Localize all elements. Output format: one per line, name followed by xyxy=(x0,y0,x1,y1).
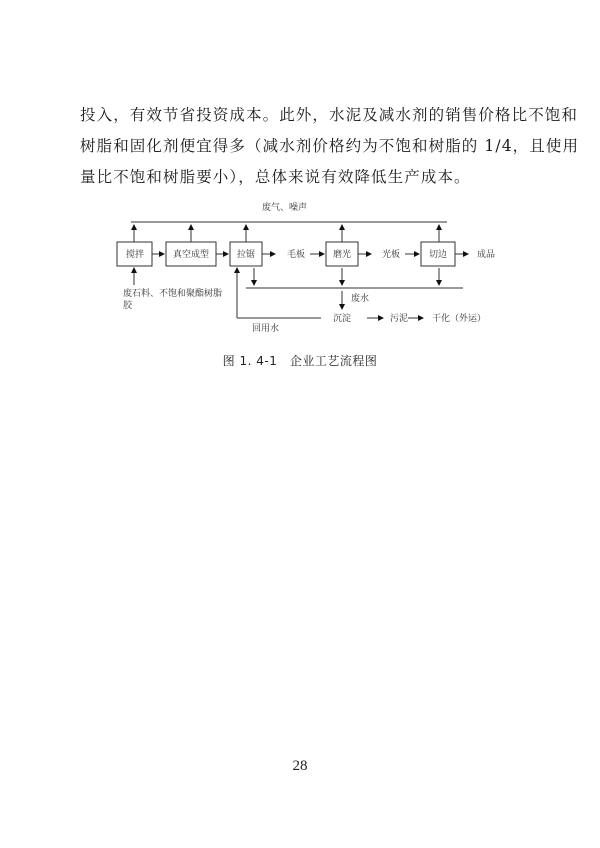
input-label: 废石料、不饱和聚酯树脂 xyxy=(123,289,223,299)
sediment-label: 沉淀 xyxy=(333,314,352,324)
paragraph-line: 投入，有效节省投资成本。此外，水泥及减水剂的销售价格比不饱和 xyxy=(80,106,579,124)
polished-slab-label: 光板 xyxy=(382,250,401,260)
recycled-water-label: 回用水 xyxy=(252,324,280,334)
disposal-label: 干化（外运） xyxy=(432,314,487,324)
step-label-edge-cutting: 切边 xyxy=(429,250,448,260)
rough-slab-label: 毛板 xyxy=(287,250,306,260)
input-label-continued: 胶 xyxy=(123,301,133,311)
paragraph-line: 树脂和固化剂便宜得多（减水剂价格约为不饱和树脂的 1/4，且使用 xyxy=(80,137,580,155)
step-label-mixing: 搅拌 xyxy=(126,250,145,260)
step-label-polishing: 磨光 xyxy=(333,250,352,260)
paragraph-line: 量比不饱和树脂要小），总体来说有效降低生产成本。 xyxy=(80,168,471,186)
finished-product-label: 成品 xyxy=(477,250,496,260)
step-label-vacuum-forming: 真空成型 xyxy=(173,250,210,260)
figure-caption: 图 1. 4-1 企业工艺流程图 xyxy=(222,354,378,368)
step-label-sawing: 拉锯 xyxy=(237,250,256,260)
wastewater-label: 废水 xyxy=(351,294,370,304)
sludge-label: 污泥 xyxy=(390,314,409,324)
emissions-label: 废气、噪声 xyxy=(262,203,308,213)
page-number: 28 xyxy=(292,758,308,774)
